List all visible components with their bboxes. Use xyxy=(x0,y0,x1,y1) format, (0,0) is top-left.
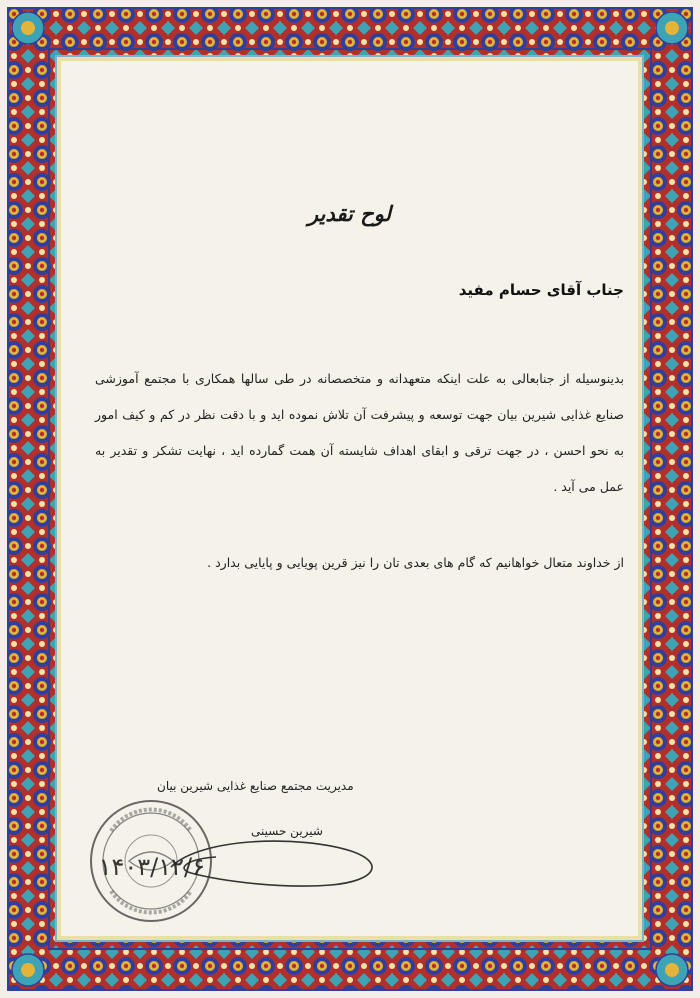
certificate-body xyxy=(95,361,624,505)
body-paragraph: بدینوسیله از جنابعالی به علت اینکه متعهدانه و متخصصانه در طی سالها همکاری با مجتمع آموزشی صنایع غذایی شیرین بیان جهت توسعه و پیشرفت آن تلاش نموده اید و با دقت نظر در کم و کیف امور به نحو احسن ، در جهت ترقی و ابقای اهداف شایسته آن همت گمارده اید ، نهایت تشکر و تقدیر به عمل می آید . xyxy=(95,371,624,494)
management-line: مدیریت مجتمع صنایع غذایی شیرین بیان xyxy=(157,779,354,793)
certificate-title: لوح تقدیر xyxy=(307,201,392,226)
signature-and-date xyxy=(98,829,401,899)
signer-name: شیرین حسینی xyxy=(251,824,323,838)
certificate-content-area xyxy=(57,57,642,940)
handwritten-date: ۱۴۰۳/۱۲/۶ xyxy=(98,853,205,881)
closing-wish: از خداوند متعال خواهانیم که گام های بعدی تان را نیز قرین پویایی و پایایی بدارد . xyxy=(207,555,624,570)
recipient-name: جناب آقای حسام مفید xyxy=(458,281,624,299)
